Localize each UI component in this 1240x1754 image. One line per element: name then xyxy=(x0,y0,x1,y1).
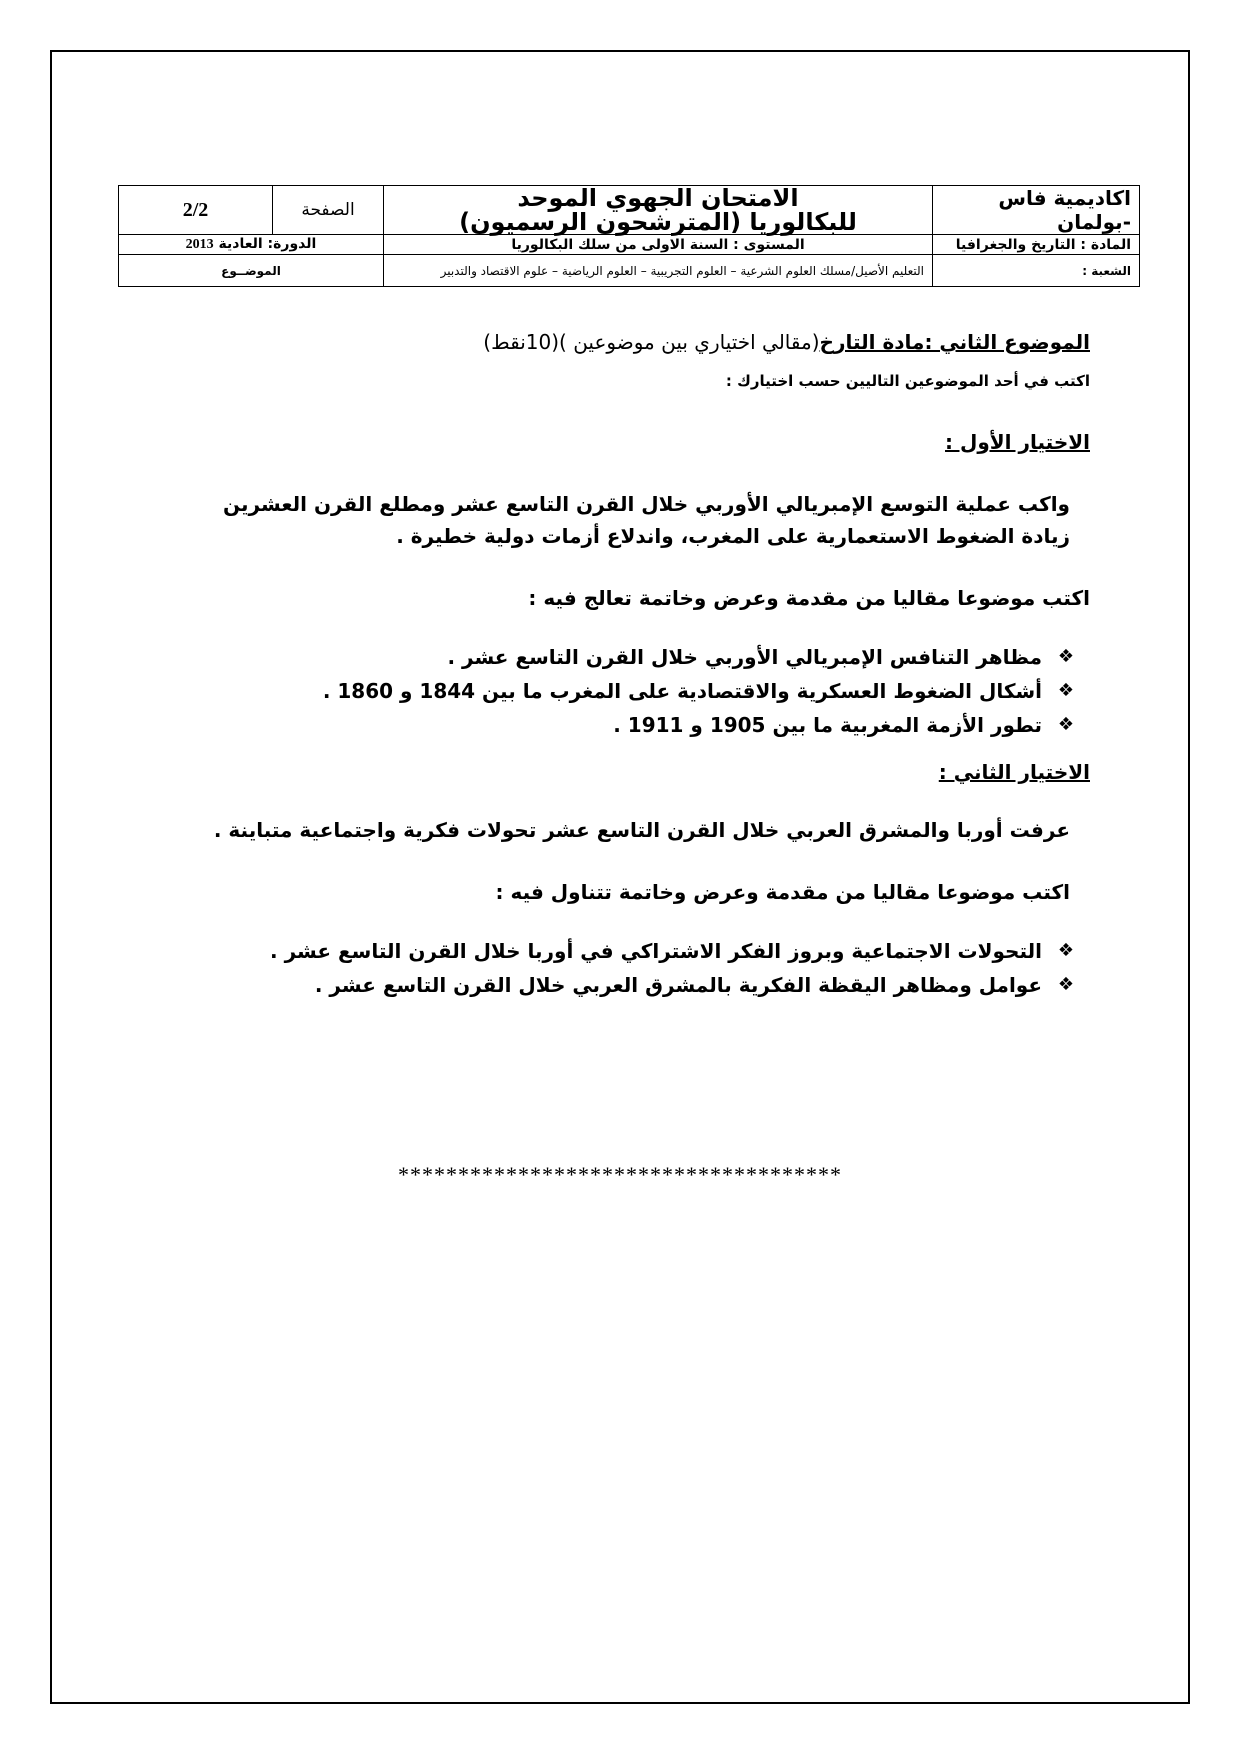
level-label: المستوى : السنة الاولى من سلك البكالوريا xyxy=(384,235,933,255)
diamond-bullet-icon: ❖ xyxy=(1057,940,1074,961)
list-item: ❖ التحولات الاجتماعية وبروز الفكر الاشتراكي في أوربا خلال القرن التاسع عشر . xyxy=(180,934,1042,968)
choice-1-points xyxy=(180,640,1090,742)
list-item: ❖ تطور الأزمة المغربية ما بين 1905 و 1911 . xyxy=(180,708,1042,742)
choice-2-ask: اكتب موضوعا مقاليا من مقدمة وعرض وخاتمة تتناول فيه : xyxy=(495,880,1070,904)
header-row-2 xyxy=(119,235,1140,255)
choice-2-paragraph: عرفت أوربا والمشرق العربي خلال القرن التاسع عشر تحولات فكرية واجتماعية متباينة . xyxy=(213,818,1070,842)
choice-1-section xyxy=(180,390,1090,742)
exam-title xyxy=(384,186,933,235)
subject-heading-line xyxy=(180,322,1090,362)
academy-name: اكاديمية فاس -بولمان xyxy=(933,186,1140,235)
session-cell xyxy=(119,235,384,255)
diamond-bullet-icon: ❖ xyxy=(1057,714,1074,735)
branch-label: الشعبة : xyxy=(933,255,1140,287)
header-row-3 xyxy=(119,255,1140,287)
topic-label: الموضــوع xyxy=(119,255,384,287)
branch-list: التعليم الأصيل/مسلك العلوم الشرعية – العلوم التجريبية – العلوم الرياضية – علوم الاقتصاد والتدبير xyxy=(384,255,933,287)
subject-note: (مقالي اختياري بين موضوعين )(10نقط) xyxy=(483,330,820,354)
list-item: ❖ أشكال الضغوط العسكرية والاقتصادية على المغرب ما بين 1844 و 1860 . xyxy=(180,674,1042,708)
subject-heading: الموضوع الثاني :مادة التارخ xyxy=(819,330,1090,354)
list-item: ❖ عوامل ومظاهر اليقظة الفكرية بالمشرق العربي خلال القرن التاسع عشر . xyxy=(180,968,1042,1002)
exam-title-line2: للبكالوريا (المترشحون الرسميون) xyxy=(459,208,857,236)
page-number: 2/2 xyxy=(119,186,273,235)
choice-2-points xyxy=(180,934,1090,1002)
choice-1-ask: اكتب موضوعا مقاليا من مقدمة وعرض وخاتمة تعالج فيه : xyxy=(528,586,1090,610)
diamond-bullet-icon: ❖ xyxy=(1057,974,1074,995)
diamond-bullet-icon: ❖ xyxy=(1057,680,1074,701)
subject-label: المادة : التاريخ والجغرافيا xyxy=(933,235,1140,255)
list-item: ❖ مظاهر التنافس الإمبريالي الأوربي خلال القرن التاسع عشر . xyxy=(180,640,1042,674)
choice-1-paragraph: واكب عملية التوسع الإمبريالي الأوربي خلال القرن التاسع عشر ومطلع القرن العشرين زيادة الضغوط الاستعمارية على المغرب، واندلاع أزمات دولية خطيرة . xyxy=(223,492,1070,548)
choice-2-section xyxy=(180,742,1090,1002)
header-row-1 xyxy=(119,186,1140,235)
choice-2-title: الاختيار الثاني : xyxy=(938,760,1090,784)
exam-content xyxy=(180,322,1090,1002)
instruction: اكتب في أحد الموضوعين التاليين حسب اختيارك : xyxy=(725,372,1090,390)
exam-header-table xyxy=(118,185,1140,287)
footer-stars: ************************************* xyxy=(398,1162,842,1187)
diamond-bullet-icon: ❖ xyxy=(1057,646,1074,667)
choice-1-title: الاختيار الأول : xyxy=(945,430,1090,454)
exam-title-line1: الامتحان الجهوي الموحد xyxy=(517,184,799,212)
session-label: الدورة: العادية xyxy=(218,236,317,252)
page-label: الصفحة xyxy=(273,186,384,235)
session-year: 2013 xyxy=(185,237,214,252)
